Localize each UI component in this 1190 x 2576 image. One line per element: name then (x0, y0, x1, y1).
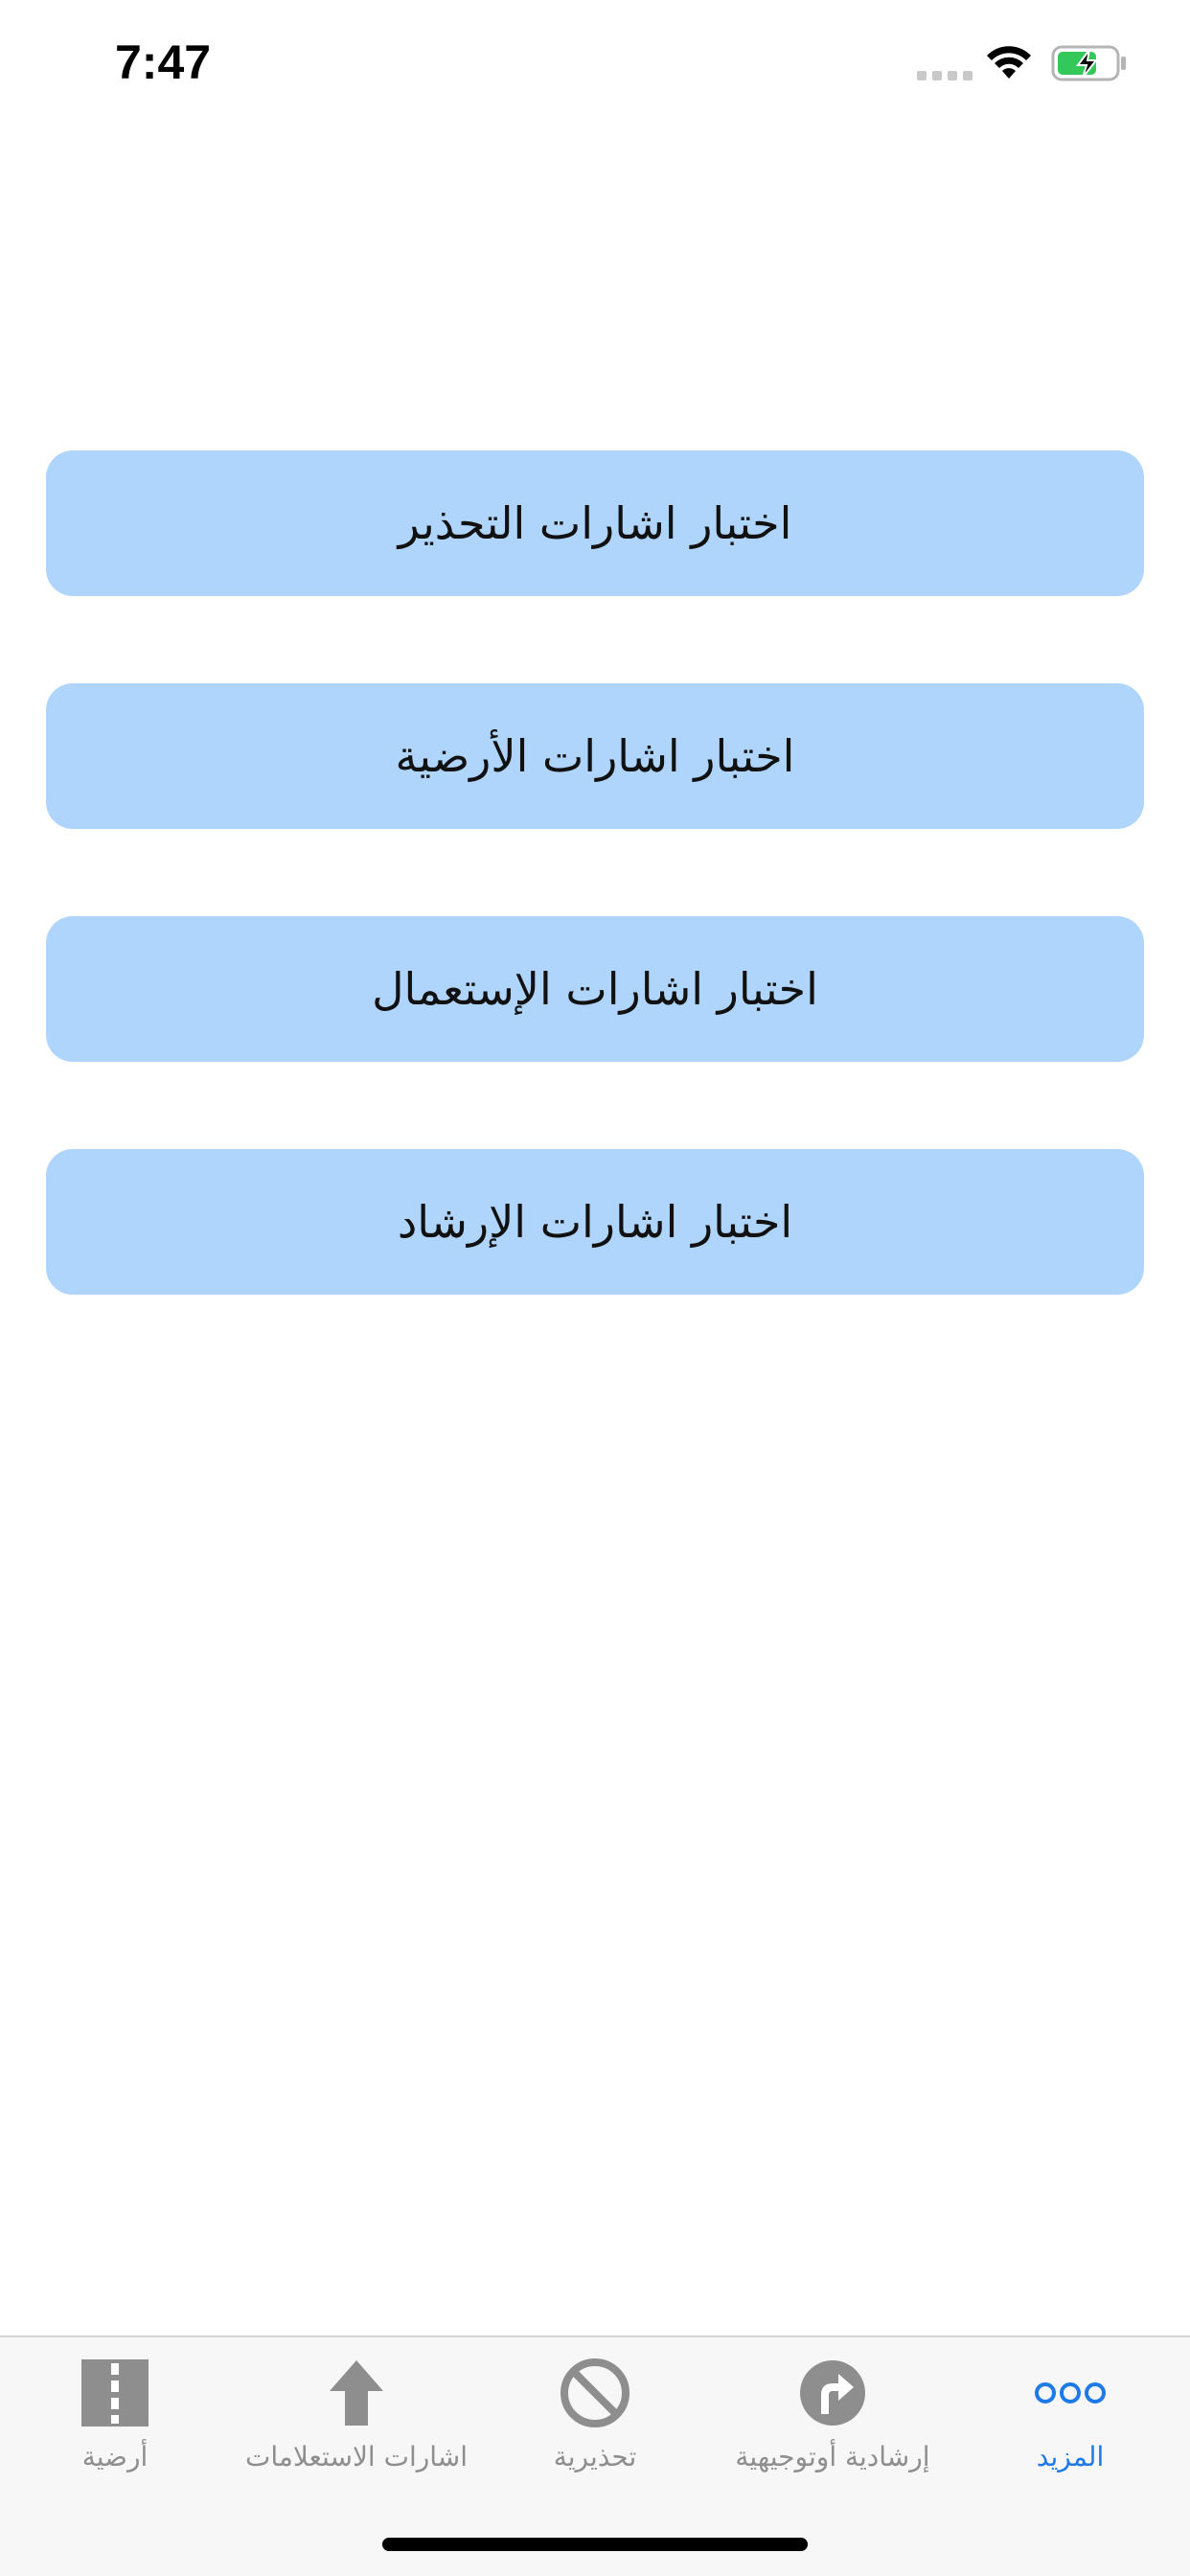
tab-guidance-signs[interactable] (714, 2355, 951, 2498)
tab-label: تحذيرية (553, 2441, 637, 2472)
cellular-signal-icon (917, 71, 973, 80)
usage-signs-quiz-button[interactable] (46, 916, 1144, 1062)
road-markings-icon (77, 2355, 153, 2431)
status-time: 7:47 (115, 35, 212, 89)
turn-right-icon (794, 2355, 871, 2431)
button-label: اختبار اشارات الأرضية (395, 730, 795, 782)
warning-signs-quiz-button[interactable] (46, 450, 1144, 596)
tab-more[interactable] (951, 2355, 1189, 2498)
status-bar (0, 0, 1190, 134)
battery-charging-icon (1051, 45, 1128, 81)
no-entry-circle-icon (557, 2355, 633, 2431)
guidance-signs-quiz-button[interactable] (46, 1149, 1144, 1295)
arrow-up-icon (318, 2355, 395, 2431)
button-label: اختبار اشارات الإرشاد (397, 1196, 793, 1248)
quiz-menu (46, 450, 1144, 1382)
ground-signs-quiz-button[interactable] (46, 683, 1144, 829)
tab-ground-signs[interactable] (0, 2355, 234, 2498)
tab-label: أرضية (81, 2441, 149, 2472)
more-dots-icon (1032, 2355, 1109, 2431)
wifi-icon (985, 42, 1033, 80)
tab-label: المزيد (1036, 2441, 1105, 2472)
tab-information-signs[interactable] (238, 2355, 475, 2498)
button-label: اختبار اشارات الإستعمال (372, 963, 818, 1015)
tab-warning-signs[interactable] (476, 2355, 714, 2498)
home-indicator[interactable] (382, 2538, 808, 2551)
button-label: اختبار اشارات التحذير (398, 497, 792, 549)
tab-label: إرشادية أوتوجيهية (735, 2441, 930, 2472)
tab-label: اشارات الاستعلامات (244, 2441, 469, 2472)
